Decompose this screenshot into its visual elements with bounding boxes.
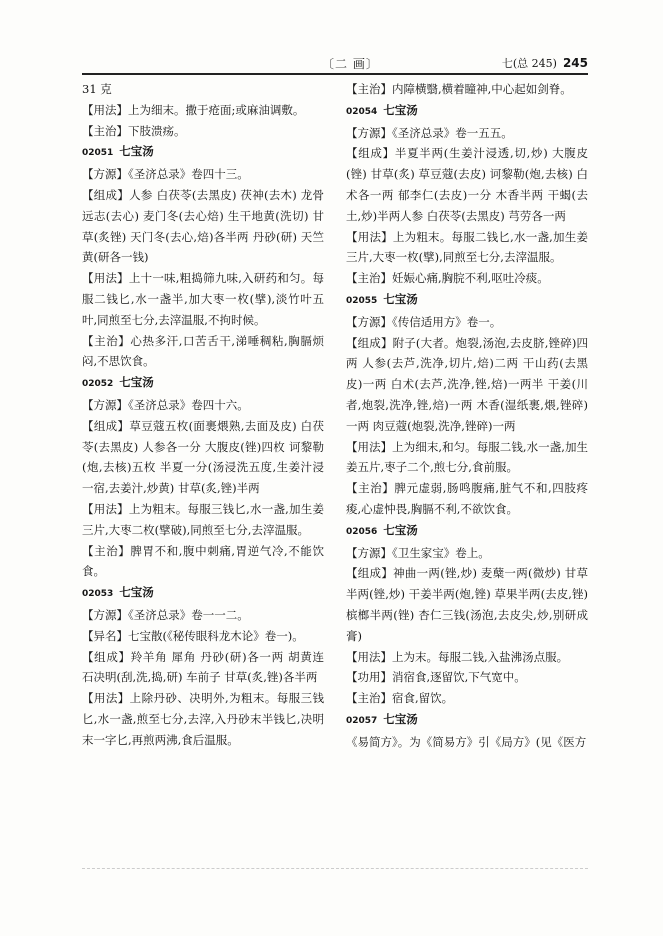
page-reference <box>502 55 588 71</box>
usage-paragraph: 【用法】上为细末,和匀。每服二钱,水一盏,加生姜五片,枣子二个,煎七分,食前服。 <box>346 439 588 475</box>
continued-text: 31 克 <box>82 82 112 96</box>
entry-name: 七宝汤 <box>383 711 418 726</box>
entry-name: 七宝汤 <box>383 522 418 537</box>
usage-paragraph: 【用法】上为粗末。每服三钱匕,水一盏,加生姜三片,大枣二枚(擘破),同煎至七分,去滓温服。 <box>82 501 324 537</box>
usage-paragraph: 【用法】上为末。每服二钱,入盐沸汤点服。 <box>346 649 569 664</box>
entry-number: 02056 <box>346 526 378 537</box>
entry-name: 七宝汤 <box>119 585 154 600</box>
usage-paragraph: 【用法】上除丹砂、决明外,为粗末。每服三钱匕,水一盏,煎至七分,去滓,入丹砂末半钱匕,决明末一字匕,再煎两沸,食后温服。 <box>82 691 324 747</box>
page-number: 245 <box>562 56 588 70</box>
page-ref-text: 七(总 245) <box>501 57 557 70</box>
entry-number: 02051 <box>82 148 114 159</box>
source-paragraph: 【方源】《圣济总录》卷一一二。 <box>82 607 249 622</box>
source-paragraph: 【方源】《圣济总录》卷四十六。 <box>82 397 249 412</box>
function-paragraph: 【功用】消宿食,逐留饮,下气宽中。 <box>346 670 526 685</box>
entry-name: 七宝汤 <box>383 102 418 117</box>
entry-number: 02052 <box>82 379 114 390</box>
section-title: 〔二 画〕 <box>322 57 379 71</box>
indication-paragraph: 【主治】下肢溃疡。 <box>82 123 186 138</box>
source-paragraph: 【方源】《圣济总录》卷四十三。 <box>82 167 249 182</box>
source-paragraph: 【方源】《圣济总录》卷一五五。 <box>346 125 513 140</box>
indication-paragraph: 【主治】内障横翳,横着瞳神,中心起如剑脊。 <box>346 82 572 96</box>
left-column <box>82 79 324 751</box>
composition-paragraph: 【组成】人参 白茯苓(去黑皮) 茯神(去木) 龙骨 远志(去心) 麦门冬(去心焙) 生干地黄(洗切) 甘草(炙锉) 天门冬(去心,焙)各半两 丹砂(研) 天竺黄(研各一钱) <box>82 187 324 265</box>
source-paragraph: 《易简方》。为《简易方》引《局方》(见《医方 <box>346 734 587 749</box>
entry-name: 七宝汤 <box>119 375 154 390</box>
composition-paragraph: 【组成】附子(大者。炮裂,汤泡,去皮脐,锉碎)四两 人参(去芦,洗净,切片,焙)二两 干山药(去黑皮)一两 白术(去芦,洗净,锉,焙)一两半 干姜(川者,炮裂,洗净,锉,焙)一两 木香(湿纸裹,煨,锉碎)一两 肉豆蔻(炮裂,洗净,锉碎)一两 <box>346 335 588 433</box>
composition-paragraph: 【组成】神曲一两(锉,炒) 麦蘖一两(微炒) 甘草半两(锉,炒) 干姜半两(炮,锉) 草果半两(去皮,锉) 槟榔半两(锉) 杏仁三钱(汤泡,去皮尖,炒,别研成膏) <box>346 566 588 643</box>
alias-paragraph: 【异名】七宝散(《秘传眼科龙木论》卷一)。 <box>82 628 304 643</box>
source-paragraph: 【方源】《传信适用方》卷一。 <box>346 314 502 329</box>
entry-number: 02053 <box>82 589 114 600</box>
entry-heading <box>346 709 588 732</box>
entry-name: 七宝汤 <box>119 144 154 159</box>
entry-heading <box>346 289 588 312</box>
entry-number: 02057 <box>346 715 378 726</box>
bottom-scan-line <box>82 868 588 869</box>
source-paragraph: 【方源】《卫生家宝》卷上。 <box>346 545 490 560</box>
entry-heading <box>82 582 324 605</box>
composition-paragraph: 【组成】草豆蔻五枚(面裹煨熟,去面及皮) 白茯苓(去黑皮) 人参各一分 大腹皮(锉)四枚 诃黎勒(炮,去核)五枚 半夏一分(汤浸洗五度,生姜汁浸一宿,去姜汁,炒黄) 甘草(炙,锉)半两 <box>82 418 324 496</box>
entry-heading <box>346 100 588 123</box>
entry-number: 02054 <box>346 106 378 117</box>
entry-number: 02055 <box>346 295 378 306</box>
entry-heading <box>82 141 324 164</box>
usage-paragraph: 【用法】上为细末。撒于疮面;或麻油调敷。 <box>82 102 305 117</box>
usage-paragraph: 【用法】上为粗末。每服二钱匕,水一盏,加生姜三片,大枣一枚(擘),同煎至七分,去滓温服。 <box>346 229 588 265</box>
indication-paragraph: 【主治】妊娠心痛,胸脘不利,呕吐冷痰。 <box>346 271 549 286</box>
page-header <box>82 55 588 71</box>
entry-name: 七宝汤 <box>383 291 418 306</box>
indication-paragraph: 【主治】宿食,留饮。 <box>346 691 454 706</box>
composition-paragraph: 【组成】半夏半两(生姜汁浸透,切,炒) 大腹皮(锉) 甘草(炙) 草豆蔻(去皮) 诃黎勒(炮,去核) 白术各一两 郁李仁(去皮)一分 木香半两 干蝎(去土,炒)半两人参 白茯苓(去黑皮) 芎劳各一两 <box>346 146 588 223</box>
entry-heading <box>346 520 588 543</box>
header-rule <box>82 73 588 75</box>
usage-paragraph: 【用法】上十一味,粗捣筛九味,入研药和匀。每服二钱匕,水一盏半,加大枣一枚(擘),淡竹叶五叶,同煎至七分,去滓温服,不拘时候。 <box>82 271 324 327</box>
indication-paragraph: 【主治】脾胃不和,腹中刺痛,胃逆气冷,不能饮食。 <box>82 543 324 579</box>
right-column <box>346 79 588 753</box>
indication-paragraph: 【主治】脾元虚弱,肠鸣腹痛,脏气不和,四肢疼痠,心虚忡畏,胸膈不利,不欲饮食。 <box>346 481 588 516</box>
composition-paragraph: 【组成】羚羊角 犀角 丹砂(研)各一两 胡黄连 石决明(刮,洗,捣,研) 车前子 甘草(炙,锉)各半两 <box>82 649 324 685</box>
indication-paragraph: 【主治】心热多汗,口苦舌干,涕唾稠粘,胸膈烦闷,不思饮食。 <box>82 333 324 369</box>
entry-heading <box>82 372 324 395</box>
